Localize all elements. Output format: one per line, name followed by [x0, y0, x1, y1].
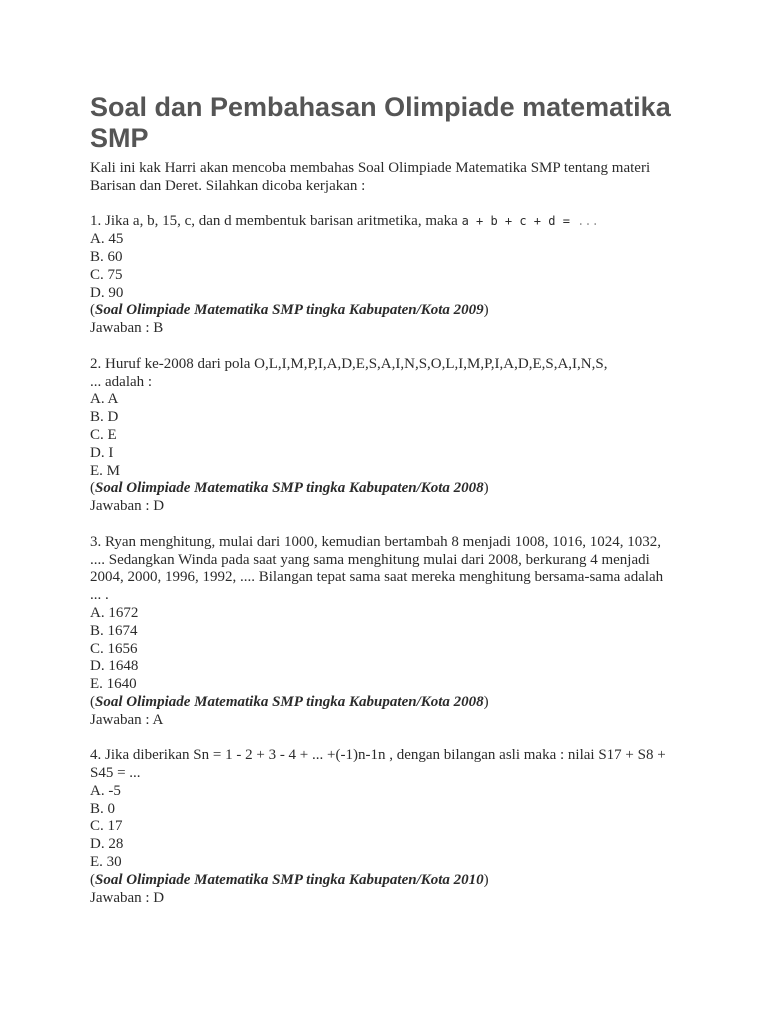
question-text: 2. Huruf ke-2008 dari pola O,L,I,M,P,I,A,D,E,S,A,I,N,S,O,L,I,M,P,I,A,D,E,S,A,I,N,S, — [90, 355, 608, 372]
question-formula: a + b + c + d = — [461, 214, 578, 229]
option: C. 75 — [90, 266, 123, 283]
option: D. 1648 — [90, 658, 139, 675]
option: C. 17 — [90, 818, 123, 835]
option: A. -5 — [90, 782, 121, 799]
option: E. 30 — [90, 854, 122, 871]
document-page — [90, 92, 680, 925]
option: C. 1656 — [90, 640, 138, 657]
option: B. 60 — [90, 248, 123, 265]
option: B. 1674 — [90, 622, 138, 639]
option: D. I — [90, 444, 114, 461]
answer: Jawaban : D — [90, 498, 165, 515]
option: C. E — [90, 426, 117, 443]
intro-line: Barisan dan Deret. Silahkan dicoba kerjakan : — [90, 177, 366, 194]
option: E. M — [90, 462, 120, 479]
question-formula-tail: ... — [577, 214, 599, 229]
option: D. 90 — [90, 284, 124, 301]
question-text — [90, 213, 680, 231]
option: A. A — [90, 391, 119, 408]
question-text: 3. Ryan menghitung, mulai dari 1000, kemudian bertambah 8 menjadi 1008, 1016, 1024, 1032, — [90, 533, 661, 550]
title-line: SMP — [90, 123, 149, 153]
option: A. 1672 — [90, 604, 139, 621]
source-text: Soal Olimpiade Matematika SMP tingka Kabupaten/Kota 2010 — [95, 871, 484, 888]
option: B. D — [90, 409, 119, 426]
question-3 — [90, 534, 680, 730]
question-4 — [90, 747, 680, 907]
intro-line: Kali ini kak Harri akan mencoba membahas Soal Olimpiade Matematika SMP tentang materi — [90, 160, 651, 176]
page-title — [90, 92, 680, 154]
question-text: .... Sedangkan Winda pada saat yang sama menghitung mulai dari 2008, berkurang 4 menjadi — [90, 551, 650, 568]
option: E. 1640 — [90, 676, 137, 693]
question-1 — [90, 213, 680, 338]
source-text: Soal Olimpiade Matematika SMP tingka Kabupaten/Kota 2008 — [95, 693, 484, 710]
question-source: (Soal Olimpiade Matematika SMP tingka Kabupaten/Kota 2008) — [90, 480, 489, 497]
question-text-part: 1. Jika a, b, 15, c, dan d membentuk barisan aritmetika, maka — [90, 213, 462, 230]
question-source: (Soal Olimpiade Matematika SMP tingka Kabupaten/Kota 2008) — [90, 693, 489, 710]
answer: Jawaban : A — [90, 711, 164, 728]
question-2 — [90, 356, 680, 516]
option: B. 0 — [90, 800, 116, 817]
option: A. 45 — [90, 231, 124, 248]
question-text: 4. Jika diberikan Sn = 1 - 2 + 3 - 4 + ... +(-1)n-1n , dengan bilangan asli maka : nilai S17 + S8 + — [90, 747, 666, 764]
question-text: ... adalah : — [90, 373, 153, 390]
question-text: ... . — [90, 587, 109, 604]
option: D. 28 — [90, 836, 124, 853]
question-text: S45 = ... — [90, 765, 141, 782]
source-text: Soal Olimpiade Matematika SMP tingka Kabupaten/Kota 2008 — [95, 480, 484, 497]
question-source: (Soal Olimpiade Matematika SMP tingka Kabupaten/Kota 2009) — [90, 302, 489, 319]
source-text: Soal Olimpiade Matematika SMP tingka Kabupaten/Kota 2009 — [95, 302, 484, 319]
question-source: (Soal Olimpiade Matematika SMP tingka Kabupaten/Kota 2010) — [90, 871, 489, 888]
intro-paragraph — [90, 160, 680, 196]
answer: Jawaban : B — [90, 320, 164, 337]
question-text: 2004, 2000, 1996, 1992, .... Bilangan tepat sama saat mereka menghitung bersama-sama adalah — [90, 569, 664, 586]
title-line: Soal dan Pembahasan Olimpiade matematika — [90, 92, 671, 122]
answer: Jawaban : D — [90, 889, 165, 906]
